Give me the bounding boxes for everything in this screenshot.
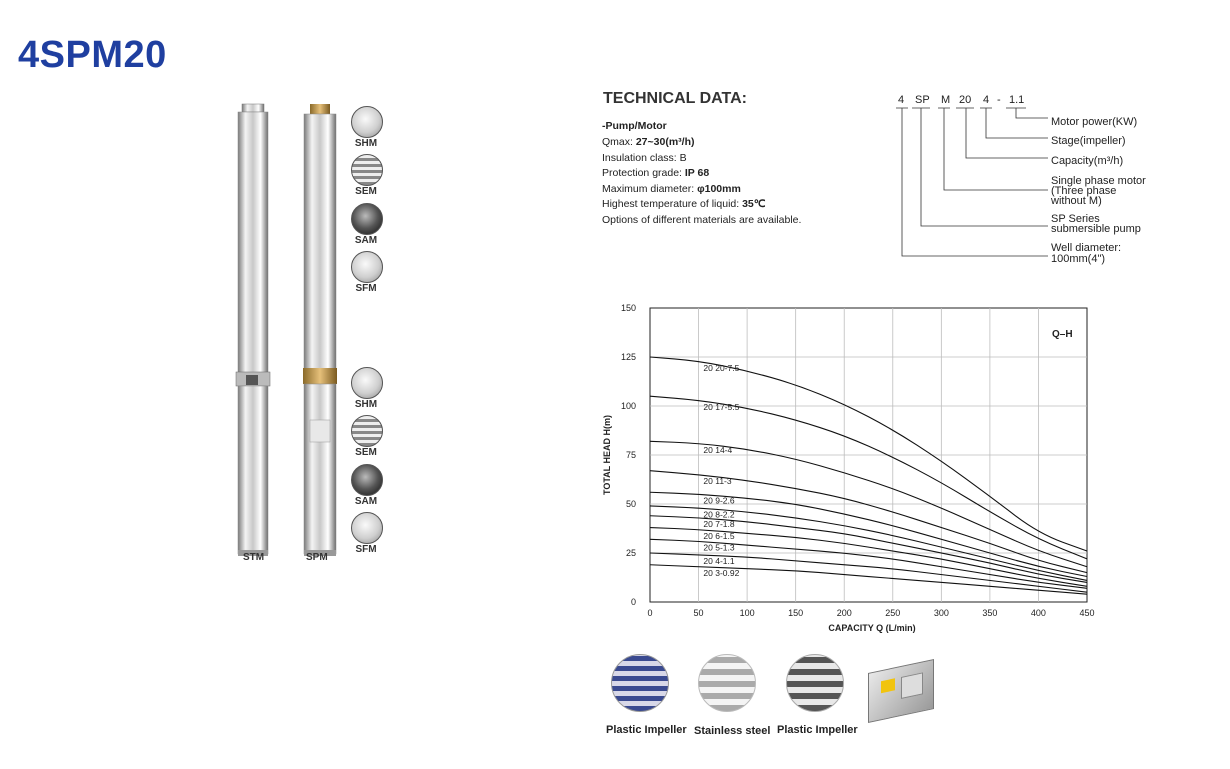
legend-well-2: 100mm(4")	[1051, 253, 1106, 265]
curve-label: 20 20-7.5	[703, 362, 740, 373]
spec-qmax-value: 27~30(m³/h)	[635, 136, 695, 148]
variant-sfm-top	[351, 251, 383, 294]
code-part-well: 4	[898, 94, 905, 106]
code-part-power: 1.1	[1009, 94, 1025, 106]
spec-section-label: -Pump/Motor	[602, 120, 667, 132]
material-label-plastic-impeller: Plastic Impeller	[606, 724, 687, 736]
control-box-panel	[901, 672, 923, 699]
legend-single-phase-3: without M)	[1051, 195, 1102, 207]
y-tick-label: 75	[625, 450, 636, 460]
x-tick-label: 100	[739, 608, 755, 618]
legend-single-phase-2: (Three phase	[1051, 185, 1117, 197]
x-tick-label: 450	[1079, 608, 1095, 618]
x-tick-label: 200	[836, 608, 852, 618]
spec-temperature	[602, 198, 766, 210]
curve-label: 20 4-1.1	[703, 556, 735, 567]
variant-label: SFM	[355, 283, 377, 294]
variant-label: SFM	[355, 544, 377, 555]
spec-options: Options of different materials are available.	[602, 214, 802, 226]
spec-protection-label: Protection grade:	[602, 167, 685, 179]
curve-label: 20 3-0.92	[703, 567, 740, 578]
chart-title: Q–H	[1052, 329, 1073, 340]
spec-diameter	[602, 183, 741, 195]
x-tick-label: 300	[933, 608, 949, 618]
legend-single-phase-1: Single phase motor	[1051, 175, 1146, 187]
variant-sam-icon	[351, 464, 383, 496]
variant-label: SHM	[354, 138, 378, 149]
chart-xlabel: CAPACITY Q (L/min)	[828, 623, 916, 633]
code-part-dash: -	[997, 94, 1001, 106]
stm-pump	[236, 104, 270, 556]
variant-sam-top	[351, 203, 383, 246]
variant-shm-bottom	[351, 367, 383, 410]
x-tick-label: 150	[788, 608, 804, 618]
legend-motor-power: Motor power(KW)	[1051, 116, 1138, 128]
code-part-series: SP	[915, 94, 930, 106]
curve-label: 20 8-2.2	[703, 509, 735, 520]
variant-sem-icon	[351, 154, 383, 186]
pump-label-spm: SPM	[306, 552, 328, 563]
x-tick-label: 350	[982, 608, 998, 618]
variant-sem-top	[351, 154, 383, 197]
variant-label: SEM	[355, 447, 377, 458]
legend-capacity: Capacity(m³/h)	[1051, 155, 1124, 167]
y-tick-label: 0	[630, 597, 636, 607]
legend-sp-series-1: SP Series	[1051, 213, 1100, 225]
curve-label: 20 14-4	[703, 444, 733, 455]
curve-label: 20 5-1.3	[703, 542, 735, 553]
code-part-motor: M	[941, 94, 951, 106]
curve-label: 20 17-5.5	[703, 401, 740, 412]
variant-sfm-bottom	[351, 512, 383, 555]
control-box-warning-label	[881, 678, 895, 693]
legend-well-1: Well diameter:	[1051, 242, 1122, 254]
variant-label: SHM	[354, 399, 378, 410]
curve-label: 20 11-3	[703, 476, 732, 487]
page-title: 4SPM20	[18, 34, 167, 76]
variant-sam-icon	[351, 203, 383, 235]
material-label-stainless-steel: Stainless steel	[694, 725, 771, 737]
variant-label: SEM	[355, 186, 377, 197]
materials-row	[606, 654, 946, 744]
spec-diameter-label: Maximum diameter:	[602, 183, 698, 195]
spec-section	[602, 120, 667, 132]
variant-shm-icon	[351, 106, 383, 138]
y-tick-label: 25	[625, 548, 636, 558]
variant-sfm-icon	[351, 251, 383, 283]
code-part-capacity: 20	[959, 94, 972, 106]
variant-sam-bottom	[351, 464, 383, 507]
chart-curve-labels	[703, 363, 739, 578]
chart-ylabel: TOTAL HEAD H(m)	[602, 415, 612, 495]
spec-diameter-value: φ100mm	[697, 183, 741, 195]
legend-stage: Stage(impeller)	[1051, 135, 1126, 147]
x-tick-label: 250	[885, 608, 901, 618]
curve-label: 20 6-1.5	[703, 530, 735, 541]
plastic-impeller-image	[611, 654, 669, 712]
material-label-plastic-impeller-2: Plastic Impeller	[777, 724, 858, 736]
spec-qmax-label: Qmax:	[602, 136, 636, 148]
model-code	[890, 90, 1170, 270]
technical-data-title: TECHNICAL DATA:	[603, 90, 747, 107]
pump-label-stm: STM	[243, 552, 265, 563]
spec-temperature-value: 35℃	[742, 198, 766, 210]
spm-pump	[303, 104, 337, 556]
curve-label: 20 7-1.8	[703, 519, 735, 530]
x-tick-label: 400	[1030, 608, 1046, 618]
y-tick-label: 100	[620, 401, 636, 411]
variant-label: SAM	[354, 235, 378, 246]
y-tick-label: 150	[620, 303, 636, 313]
spec-qmax	[602, 136, 695, 148]
spec-protection	[602, 167, 709, 179]
qh-performance-chart	[590, 296, 1110, 641]
x-tick-label: 50	[693, 608, 704, 618]
spec-temperature-label: Highest temperature of liquid:	[602, 198, 743, 210]
legend-sp-series-2: submersible pump	[1051, 223, 1141, 235]
variant-label: SAM	[354, 496, 378, 507]
variant-sem-icon	[351, 415, 383, 447]
spec-insulation	[602, 152, 687, 164]
variant-sfm-icon	[351, 512, 383, 544]
spec-insulation-label: Insulation class:	[602, 152, 680, 164]
variant-shm-icon	[351, 367, 383, 399]
spec-protection-value: IP 68	[684, 167, 710, 179]
variant-shm-top	[351, 106, 383, 149]
y-tick-label: 50	[625, 499, 636, 509]
spec-insulation-value: B	[679, 152, 687, 164]
x-tick-label: 0	[647, 608, 653, 618]
curve-label: 20 9-2.6	[703, 495, 735, 506]
stainless-steel-image	[698, 654, 756, 712]
plastic-impeller-image-2	[786, 654, 844, 712]
control-box-image	[868, 659, 934, 723]
variant-sem-bottom	[351, 415, 383, 458]
y-tick-label: 125	[620, 352, 636, 362]
code-part-stage: 4	[983, 94, 990, 106]
